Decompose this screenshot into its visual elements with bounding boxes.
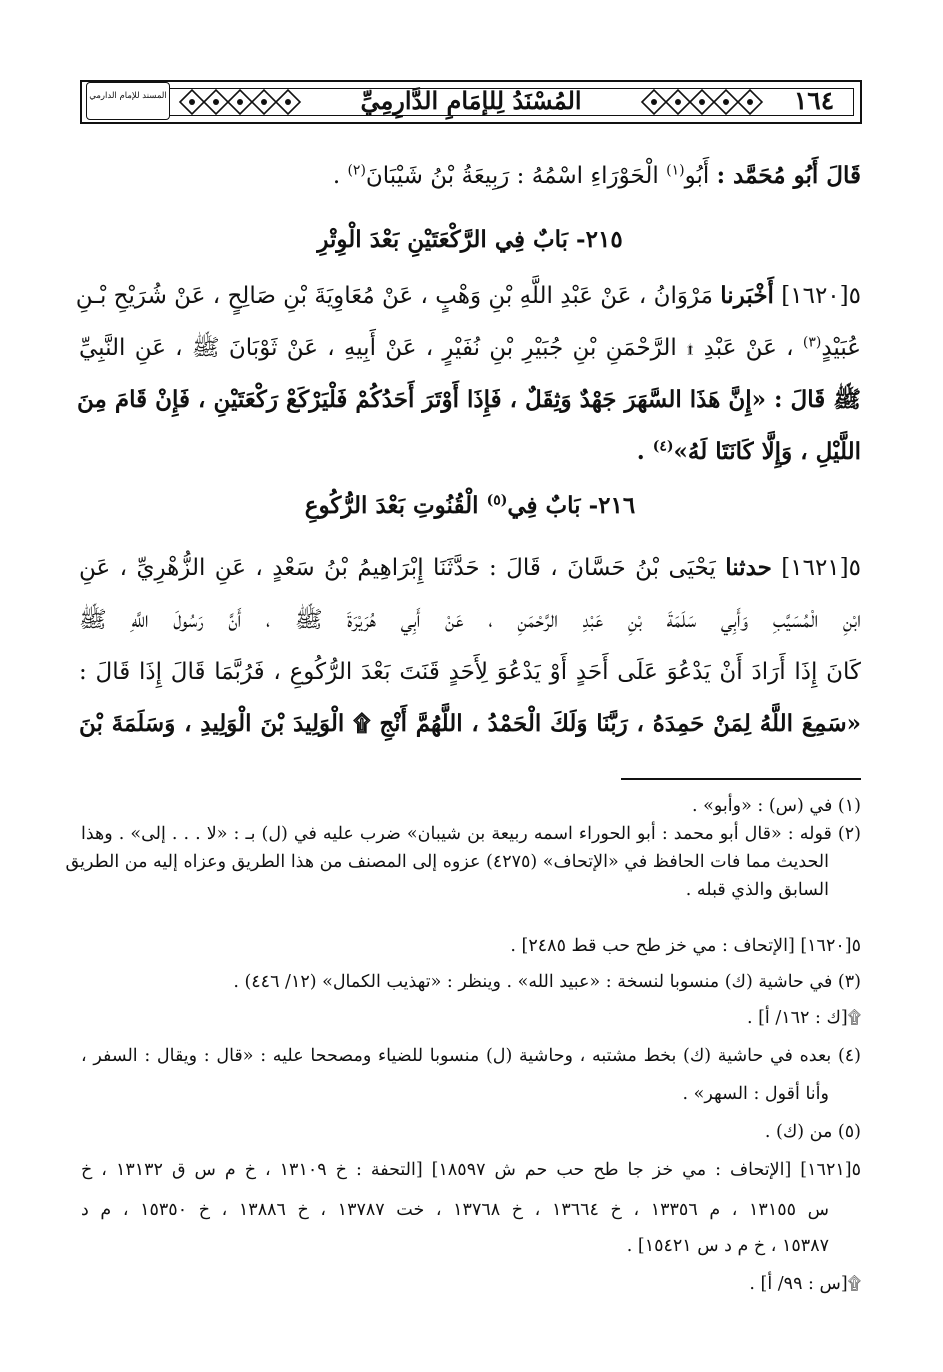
footnote-5: (٥) من (ك) .	[764, 1122, 861, 1142]
takhrij-1621-line-1: ٥[١٦٢١] [الإتحاف : مي خز جا طح حب حم ش ١٨٥٩٧] [التحفة : خ ١٣١٠٩ ، خ م س ق ١٣١٣٢ ، خ	[81, 1160, 861, 1180]
chapter-heading-216	[79, 484, 861, 528]
heading-216-b: الْقُنُوتِ بَعْدَ الرُّكُوعِ	[304, 492, 479, 519]
intro-text: أَبُو	[684, 163, 710, 189]
chapter-heading-215: ٢١٥- بَابٌ فِي الرَّكْعَتَيْنِ بَعْدَ الْوِتْرِ	[317, 226, 623, 253]
intro-line	[79, 150, 861, 202]
heading-216-a: ٢١٦- بَابٌ فِي	[507, 492, 636, 519]
hadith-1621-line-4: «سَمِعَ اللَّهُ لِمَنْ حَمِدَهُ ، رَبَّنَا وَلَكَ الْحَمْدُ ، اللَّهُمَّ أَنْجِ ۩ الْوَلِيدَ بْنَ الْوَلِيدِ ، وَسَلَمَةَ بْنَ	[79, 710, 861, 737]
takhrij-1620: ٥[١٦٢٠] [الإتحاف : مي خز طح حب قط ٢٤٨٥] .	[510, 936, 861, 956]
hadith-1621-line-1	[79, 542, 861, 594]
page-number: ١٦٤	[793, 86, 835, 115]
footnote-1: (١) في (س) : «وأبو» .	[692, 796, 861, 816]
footnote-3: (٣) في حاشية (ك) منسوبا لنسخة : «عبيد الله» . وينظر : «تهذيب الكمال» (١٢/ ٤٤٦) .	[233, 972, 861, 992]
footnote-4-line-1: (٤) بعده في حاشية (ك) بخط مشتبه ، وحاشية (ل) منسوبا للضياء ومصححا عليه : «قال : ويقال : السفر ،	[81, 1046, 861, 1066]
hadith-1620-text-2b: ، عَنْ عَبْدِ ۩ الرَّحْمَنِ بْنِ جُبَيْرِ بْنِ نُفَيْرٍ ، عَنْ أَبِيهِ ، عَنْ ثَوْبَانَ ﷺ ، عَنِ النَّبِيِّ	[79, 335, 794, 361]
manuscript-marker-2: ۩[س : ٩٩/ أ] .	[749, 1274, 861, 1294]
footnote-ref-4: (٤)	[652, 438, 674, 455]
takhrij-1621-line-2: س ١٣١٥٥ ، م ١٣٣٥٦ ، خ ١٣٦٦٤ ، خ ١٣٧٦٨ ، خت ١٣٧٨٧ ، خ ١٣٨٨٦ ، خ ١٥٣٥٠ ، م د	[81, 1200, 830, 1220]
hadith-1621-line-3: كَانَ إِذَا أَرَادَ أَنْ يَدْعُوَ عَلَى أَحَدٍ أَوْ يَدْعُوَ لِأَحَدٍ قَنَتَ بَعْدَ الرُّكُوعِ ، فَرُبَّمَا قَالَ إِذَا قَالَ :	[79, 659, 861, 685]
hadith-1620-text-4: اللَّيْلِ ، وَإِلَّا كَانَتَا لَهُ»	[673, 438, 861, 465]
hadith-1621-lead: حدثنا	[725, 554, 772, 581]
footnote-ref-1: (١)	[666, 162, 685, 179]
hadith-1621-number: ٥[١٦٢١]	[781, 555, 862, 581]
hadith-1621-text-1: يَحْيَى بْنُ حَسَّانَ ، قَالَ : حَدَّثَنَا إِبْرَاهِيمُ بْنُ سَعْدٍ ، عَنِ الزُّهْرِيِّ ، عَنِ	[79, 555, 716, 581]
hadith-1620-text-1: مَرْوَانُ ، عَنْ عَبْدِ اللَّهِ بْنِ وَهْبٍ ، عَنْ مُعَاوِيَةَ بْنِ صَالِحٍ ، عَنْ شُرَيْحِ بْـنِ	[75, 283, 713, 309]
header-ornament-right	[638, 84, 766, 120]
footnote-2-line-2: الحديث مما فات الحافظ في «الإتحاف» (٤٢٧٥) عزوه إلى المصنف من هذا الطريق وعزاه إليه من الطريق	[65, 852, 829, 872]
hadith-1620-lead: أَخْبَرنا	[720, 282, 774, 309]
footnote-2-line-1: (٢) قوله : «قال أبو محمد : أبو الحوراء اسمه ربيعة بن شيبان» ضرب عليه في (ل) بـ : «لا . . . إلى» . وهذا	[81, 824, 861, 844]
manuscript-marker-1: ۩[ك : ١٦٢/ أ] .	[746, 1008, 861, 1028]
intro-end: .	[332, 163, 341, 189]
hadith-1620-line-2	[79, 322, 861, 374]
hadith-1621-line-2: ابْنِ الْمُسَيَّبِ وَأَبِي سَلَمَةَ بْنِ عَبْدِ الرَّحْمَنِ ، عَنْ أَبِي هُرَيْرَةَ ﷺ ، أَنَّ رَسُولَ اللَّهِ ﷺ	[79, 607, 861, 633]
footnote-ref-5: (٥)	[486, 492, 508, 509]
footnote-4-line-2: وأنا أقول : السهر» .	[682, 1084, 829, 1104]
intro-text-2: الْحَوْرَاءِ اسْمُهُ : رَبِيعَةُ بْنُ شَيْبَانَ	[365, 163, 659, 189]
hadith-1620-end: .	[636, 438, 645, 465]
footnote-separator	[621, 778, 861, 780]
hadith-1620-number: ٥[١٦٢٠]	[781, 283, 861, 309]
running-header	[80, 80, 862, 124]
intro-speaker: قَالَ أَبُو مُحَمَّد :	[716, 162, 861, 189]
emblem-text: المسند للإمام الدارمي	[89, 91, 167, 101]
takhrij-1621-line-3: ١٥٣٨٧ ، خ م د س ١٥٤٢١] .	[626, 1236, 829, 1256]
hadith-1620-line-1	[75, 270, 861, 322]
footnote-ref-2: (٢)	[347, 162, 366, 179]
header-emblem	[86, 82, 170, 120]
header-title: المُسْنَدُ لِلإمَامِ الدَّارِمِيِّ	[360, 86, 582, 115]
footnote-ref-3: (٣)	[802, 334, 822, 351]
header-ornament-left	[176, 84, 304, 120]
hadith-1620-text-2a: عُبَيْدٍ	[821, 335, 862, 361]
footnote-2-line-3: السابق والذي قبله .	[685, 880, 829, 900]
hadith-1620-line-3: ﷺ قَالَ : «إِنَّ هَذَا السَّهَرَ جَهْدٌ وَثِقَلٌ ، فَإِذَا أَوْتَرَ أَحَدُكُمْ فَلْيَرْكَعْ رَكْعَتَيْنِ ، فَإِنْ قَامَ مِنَ	[77, 386, 861, 413]
hadith-1620-line-4	[79, 426, 861, 478]
